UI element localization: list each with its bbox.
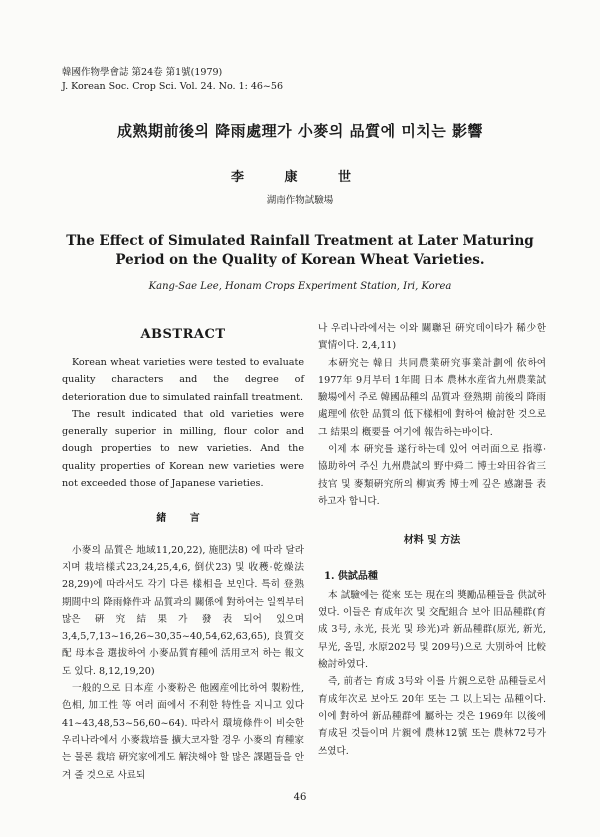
journal-header <box>62 66 283 94</box>
acknowledgement-paragraph: 이제 本 硏究를 遂行하는데 있어 여러面으로 指導·協助하여 주신 九州農試의 野中舜二 博士와田谷省三 技官 및 麥類硏究所의 柳寅秀 博士께 깊은 感謝를 表하고자 합니다. <box>318 444 546 507</box>
title-korean: 成熟期前後의 降雨處理가 小麥의 品質에 미치는 影響 <box>116 122 484 140</box>
abstract-heading: ABSTRACT <box>140 327 226 342</box>
title-english-line2: Period on the Quality of Korean Wheat Varieties. <box>115 252 485 268</box>
varieties-paragraph-1: 本 試驗에는 從來 또는 現在의 奬勵品種들을 供試하였다. 이들은 育成年次 및 交配組合 보아 旧品種群(育成 3号, 永光, 長光 및 珍光)과 新品種群(原光, 新光, 早光, 올밀, 水原202号 및 209号)으로 大別하여 比較 檢討하였다. <box>318 589 546 671</box>
abstract-paragraph-1: Korean wheat varieties were tested to evaluate quality characters and the degree of deterioration due to simulated rainfall treatment. <box>62 357 304 403</box>
methods-heading: 材料 및 方法 <box>403 535 461 547</box>
study-purpose-paragraph: 本硏究는 韓日 共同農業硏究事業計劃에 依하여 1977年 9月부터 1年間 日本 農林水産省九州農業試驗場에서 주로 韓國品種의 品質과 登熟期 前後의 降雨處理에 依한 品質의 低下樣相에 對하여 檢討한 것으로 그 結果의 槪要를 여기에 報告하는바이다. <box>318 357 546 438</box>
intro-heading: 緒 言 <box>156 513 210 525</box>
left-column <box>62 320 304 784</box>
varieties-paragraph-2: 즉, 前者는 育成 3号와 이를 片親으로한 品種들로서 育成年次로 보아도 20年 또는 그 以上되는 品種이다. 이에 對하여 新品種群에 屬하는 것은 1969年 以後에 育成된 것들이며 片親에 農林12號 또는 農林72号가 쓰였다. <box>318 676 546 757</box>
intro-paragraph-2: 一般的으로 日本産 小麥粉은 他國産에比하여 製粉性, 色相, 加工性 等 여러 面에서 不利한 特性을 지니고 있다41~43,48,53~56,60~64). 따라서 環境條件이 비슷한 우리나라에서 小麥栽培를 擴大코자할 경우 小麥의 育種家는 물론 栽培 硏究家에게도 解決해야 할 많은 課題들을 안겨 줄 것으로 사료되 <box>62 683 304 781</box>
page-number: 46 <box>293 792 307 803</box>
journal-citation-ko: 韓國作物學會誌 第24卷 第1號(1979) <box>62 67 223 78</box>
abstract-paragraph-2: The result indicated that old varieties were generally superior in milling, flour color and dough properties to new varieties. And the quality properties of Korean new varieties were not exceeded those of Japanese varieties. <box>62 408 304 490</box>
intro-continued-paragraph: 나 우리나라에서는 이와 關聯된 硏究데이타가 稀少한 實情이다. 2,4,11) <box>318 323 546 352</box>
subsection-heading-varieties: 1. 供試品種 <box>324 570 378 582</box>
intro-paragraph-1: 小麥의 品質은 地域11,20,22), 施肥法8) 에 따라 달라지며 栽培樣式23,24,25,4,6, 倒伏23) 및 收穫·乾燥法28,29)에 따라서도 각기 다른 樣相을 보인다. 특히 登熟期間中의 降雨條件과 品質과의 關係에 對하여는 일찍부터 많은 硏究結果가 發表되어 있으며 3,4,5,7,13~16,26~30,35~40,54,62,63,65), 良質交配 母本을 選拔하여 小麥品質育種에 活用코저 하는 報文도 있다. 8,12,19,20) <box>62 544 304 677</box>
right-column <box>318 320 546 760</box>
journal-citation-en: J. Korean Soc. Crop Sci. Vol. 24. No. 1: 46~56 <box>62 81 283 92</box>
title-english <box>0 232 600 270</box>
byline-english: Kang-Sae Lee, Honam Crops Experiment Station, Iri, Korea <box>148 281 452 292</box>
affiliation-korean: 湖南作物試驗場 <box>266 195 334 206</box>
title-english-line1: The Effect of Simulated Rainfall Treatment at Later Maturing <box>66 233 534 249</box>
author-korean: 李 康 世 <box>230 170 370 185</box>
